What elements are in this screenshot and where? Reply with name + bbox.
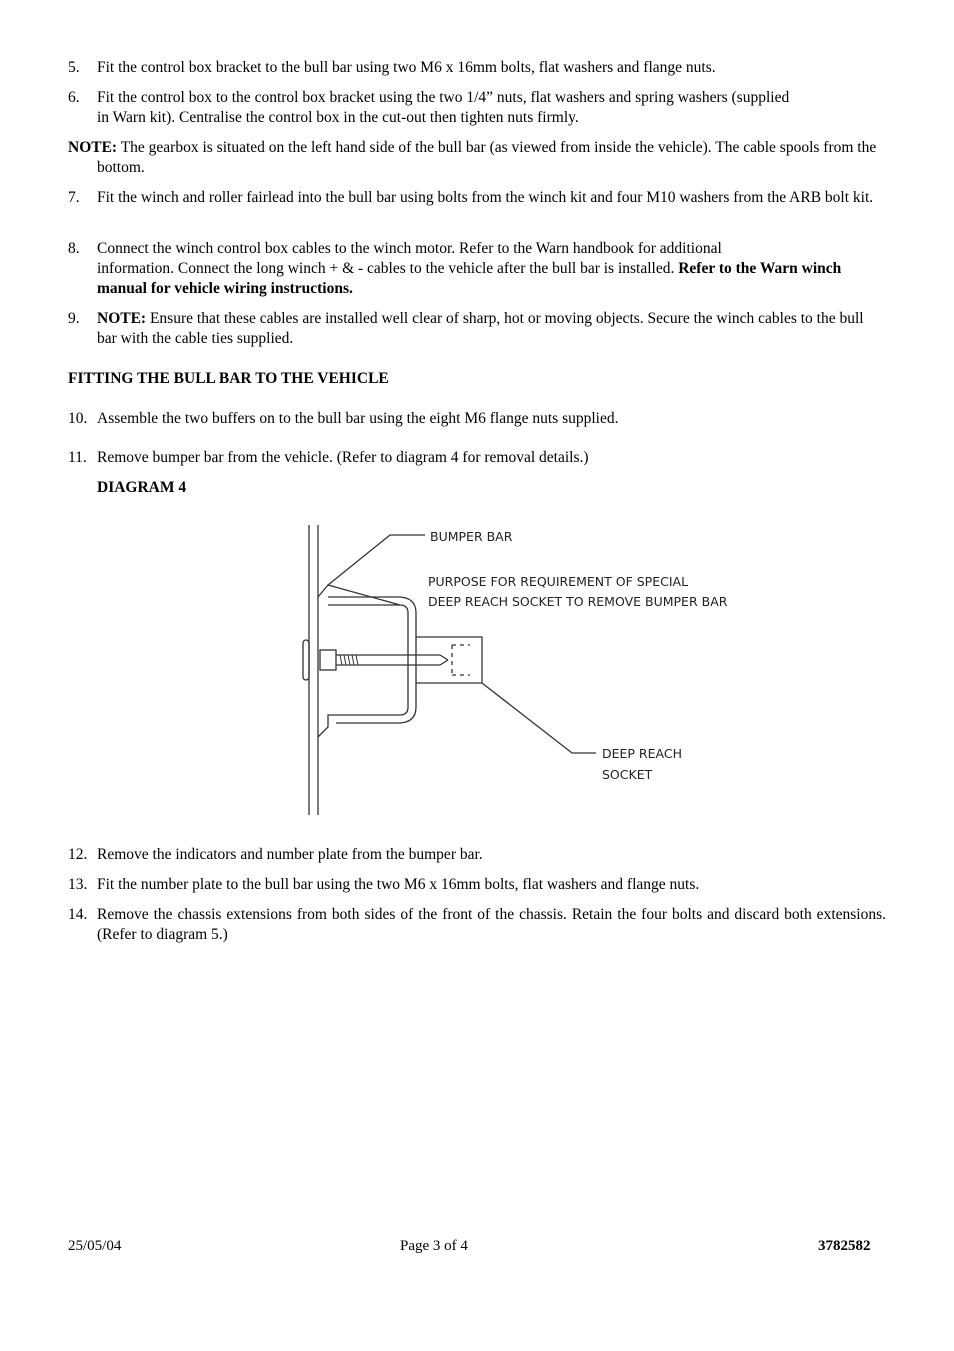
list-item [68, 239, 886, 299]
item-number: 11. [68, 449, 87, 466]
item-number: 7. [68, 189, 80, 206]
item-number: 13. [68, 876, 88, 893]
item-bold-text: Refer to the Warn winch manual for vehicle wiring instructions. [97, 260, 842, 297]
socket-outline [416, 637, 482, 683]
list-item [68, 905, 886, 945]
leader-line-bumper [328, 535, 425, 585]
note-text: The gearbox is situated on the left hand side of the bull bar (as viewed from inside the vehicle). The cable spools from the bottom. [97, 139, 877, 176]
note-label: NOTE: [97, 310, 147, 327]
list-item [68, 58, 886, 78]
leader-line-socket [482, 683, 596, 753]
bolt-nut [320, 650, 336, 670]
list-item [68, 188, 886, 208]
item-text: Ensure that these cables are installed well clear of sharp, hot or moving objects. Secure the winch cables to the bull bar with the cable ties supplied. [97, 310, 864, 347]
footer-document-code: 3782582 [818, 1238, 871, 1254]
socket-inner [452, 645, 470, 675]
item-number: 10. [68, 410, 88, 427]
item-number: 5. [68, 59, 80, 76]
item-text-line: Connect the winch control box cables to the winch motor. Refer to the Warn handbook for additional [97, 240, 722, 257]
item-text-line: Fit the control box to the control box bracket using the two 1/4” nuts, flat washers and spring washers (supplied [97, 89, 790, 106]
label-bumper-bar: BUMPER BAR [430, 529, 513, 544]
item-text: Assemble the two buffers on to the bull bar using the eight M6 flange nuts supplied. [97, 410, 619, 427]
item-text: Fit the winch and roller fairlead into the bull bar using bolts from the winch kit and four M10 washers from the ARB bolt kit. [97, 189, 874, 206]
section-heading: FITTING THE BULL BAR TO THE VEHICLE [68, 370, 389, 387]
item-text: Remove the chassis extensions from both sides of the front of the chassis. Retain the four bolts and discard both extensions. (Refer to diagram 5.) [97, 906, 886, 943]
list-item [68, 409, 886, 429]
label-deep-reach: DEEP REACH [602, 746, 682, 761]
footer-date: 25/05/04 [68, 1238, 122, 1254]
item-number: 14. [68, 906, 88, 923]
note-label: NOTE: [68, 139, 118, 156]
item-text-line: in Warn kit). Centralise the control box in the cut-out then tighten nuts firmly. [97, 109, 579, 126]
bumper-bar-profile [318, 585, 408, 737]
note-paragraph [68, 138, 886, 178]
diagram-title: DIAGRAM 4 [97, 479, 187, 496]
footer-page-number: Page 3 of 4 [400, 1238, 468, 1254]
label-purpose-1: PURPOSE FOR REQUIREMENT OF SPECIAL [428, 574, 689, 589]
item-number: 12. [68, 846, 88, 863]
item-number: 8. [68, 240, 80, 257]
item-text: Fit the control box bracket to the bull bar using two M6 x 16mm bolts, flat washers and flange nuts. [97, 59, 716, 76]
item-text: Remove the indicators and number plate from the bumper bar. [97, 846, 483, 863]
bolt-head-cap [303, 640, 309, 680]
list-item [68, 875, 886, 895]
list-item [68, 309, 886, 349]
bumper-bar-diagram [290, 515, 728, 825]
label-socket: SOCKET [602, 767, 653, 782]
item-text: Remove bumper bar from the vehicle. (Refer to diagram 4 for removal details.) [97, 449, 589, 466]
item-number: 6. [68, 89, 80, 106]
list-item [68, 88, 886, 128]
item-text-line: information. Connect the long winch + & - cables to the vehicle after the bull bar is installed. [97, 260, 675, 277]
item-text: Fit the number plate to the bull bar using the two M6 x 16mm bolts, flat washers and flange nuts. [97, 876, 700, 893]
label-purpose-2: DEEP REACH SOCKET TO REMOVE BUMPER BAR [428, 594, 728, 609]
list-item [68, 448, 886, 468]
list-item [68, 845, 886, 865]
item-number: 9. [68, 310, 80, 327]
